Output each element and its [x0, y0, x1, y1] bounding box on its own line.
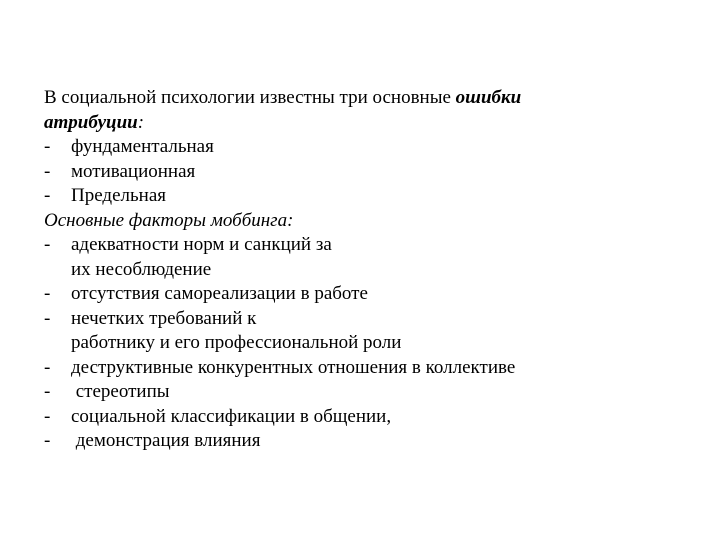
bullet-dash: - [44, 381, 51, 402]
bullet-dash: - [44, 405, 51, 427]
bullet-dash: - [44, 234, 51, 255]
bullet-dash: - [44, 283, 51, 304]
mobbing-factor-text: отсутствия самореализации в работе [71, 283, 368, 304]
attribution-error-text: Предельная [71, 185, 166, 206]
mobbing-factor-line: их несоблюдение [71, 258, 212, 280]
mobbing-factor-line: работнику и его профессиональной роли [71, 332, 402, 353]
attribution-error-text: фундаментальная [71, 136, 214, 157]
mobbing-factor-item [44, 282, 664, 307]
intro-text: В социальной психологии известны три основные [44, 87, 456, 108]
bullet-dash: - [44, 160, 51, 182]
bullet-dash: - [44, 356, 51, 378]
bullet-dash: - [44, 430, 51, 451]
mobbing-factor-text: стереотипы [71, 381, 170, 402]
intro-line [44, 86, 664, 111]
attribution-error-item [44, 184, 664, 209]
bullet-dash: - [44, 307, 51, 329]
attribution-error-text: мотивационная [71, 160, 196, 182]
mobbing-factor-item [44, 405, 664, 430]
mobbing-factor-line: адекватности норм и санкций за [71, 234, 332, 255]
mobbing-heading: Основные факторы моббинга: [44, 209, 294, 231]
mobbing-factor-item [44, 307, 664, 356]
intro-colon: : [137, 111, 145, 133]
mobbing-factor-text: социальной классификации в общении, [71, 405, 392, 427]
attribution-error-item [44, 135, 664, 160]
mobbing-factor-item [44, 429, 664, 454]
mobbing-factor-text [71, 307, 401, 356]
intro-emphasis-errors: ошибки [455, 87, 522, 108]
intro-emphasis-attribution: атрибуции [44, 111, 138, 133]
mobbing-factor-text [71, 233, 332, 282]
mobbing-factor-item [44, 233, 664, 282]
mobbing-factor-item [44, 380, 664, 405]
bullet-dash: - [44, 136, 51, 157]
mobbing-factor-text: деструктивные конкурентных отношения в коллективе [71, 356, 516, 378]
intro-line-2 [44, 111, 664, 136]
slide-text-body [44, 86, 664, 454]
mobbing-factor-item [44, 356, 664, 381]
mobbing-factor-line: нечетких требований к [71, 307, 257, 329]
bullet-dash: - [44, 185, 51, 206]
mobbing-factor-text: демонстрация влияния [71, 430, 261, 451]
attribution-error-item [44, 160, 664, 185]
